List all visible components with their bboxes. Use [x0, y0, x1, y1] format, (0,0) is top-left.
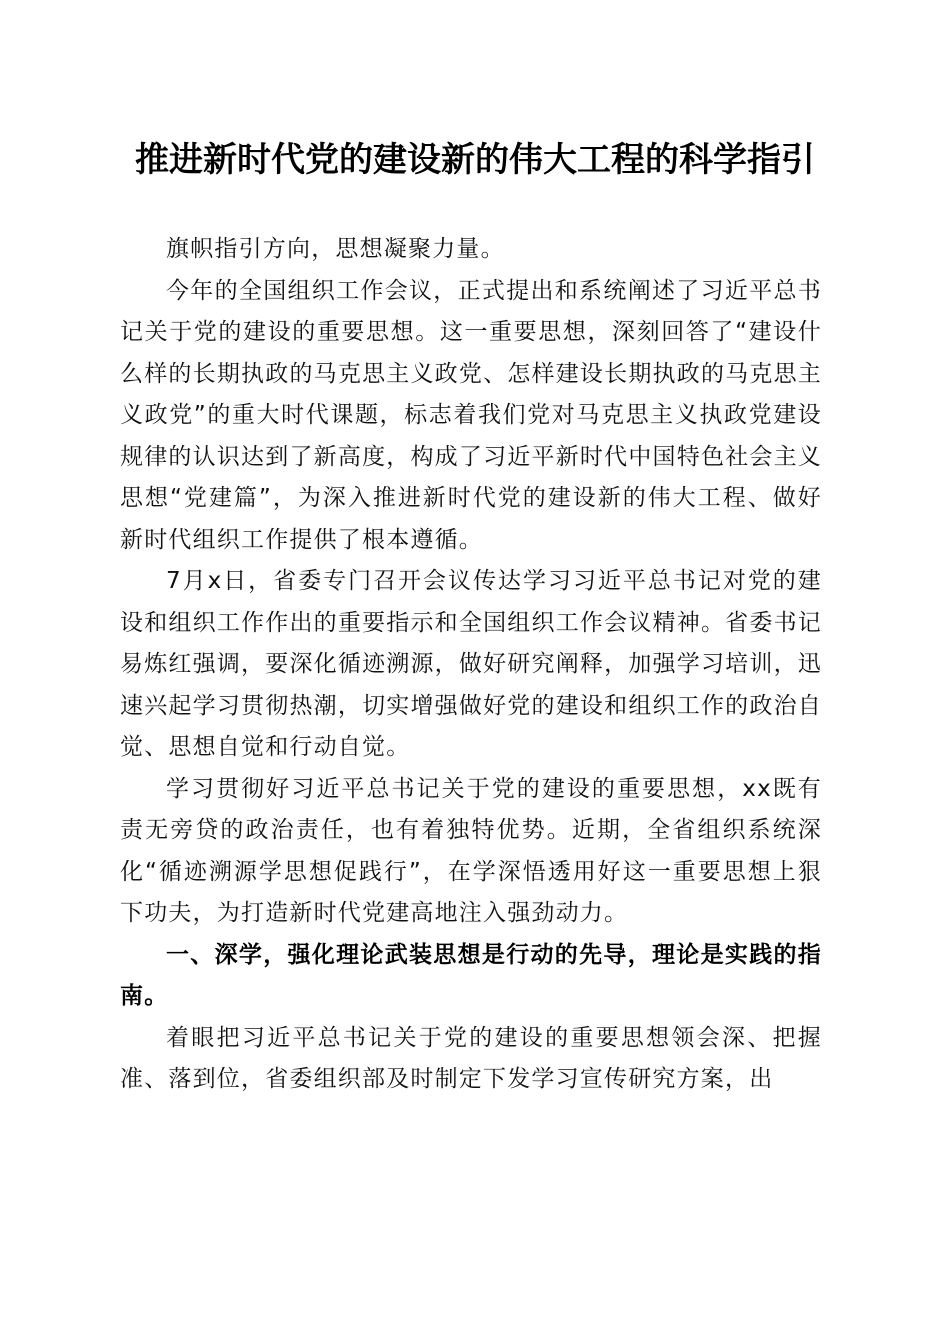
section-paragraph: 着眼把习近平总书记关于党的建设的重要思想领会深、把握准、落到位，省委组织部及时制定下发学习宣传研究方案，出 [120, 1024, 822, 1092]
paragraph-study-implementation: 学习贯彻好习近平总书记关于党的建设的重要思想，xx既有责无旁贷的政治责任，也有着独特优势。近期，全省组织系统深化“循迹溯源学思想促践行”，在学深悟透用好这一重要思想上狠下功夫，为打造新时代党建高地注入强劲动力。 [120, 775, 822, 926]
paragraph-conference: 今年的全国组织工作会议，正式提出和系统阐述了习近平总书记关于党的建设的重要思想。这一重要思想，深刻回答了“建设什么样的长期执政的马克思主义政党、怎样建设长期执政的马克思主义政党”的重大时代课题，标志着我们党对马克思主义执政党建设规律的认识达到了新高度，构成了习近平新时代中国特色社会主义思想“党建篇”，为深入推进新时代党的建设新的伟大工程、做好新时代组织工作提供了根本遵循。 [120, 277, 822, 553]
section-heading: 一、深学，强化理论武装思想是行动的先导，理论是实践的指南。 [120, 941, 822, 1009]
paragraph-provincial-meeting: 7月x日，省委专门召开会议传达学习习近平总书记对党的建设和组织工作作出的重要指示和全国组织工作会议精神。省委书记易炼红强调，要深化循迹溯源，做好研究阐释，加强学习培训，迅速兴起学习贯彻热潮，切实增强做好党的建设和组织工作的政治自觉、思想自觉和行动自觉。 [120, 568, 822, 760]
paragraph-intro: 旗帜指引方向，思想凝聚力量。 [166, 236, 505, 262]
document-title: 推进新时代党的建设新的伟大工程的科学指引 [135, 140, 815, 180]
document-body [120, 229, 822, 1101]
